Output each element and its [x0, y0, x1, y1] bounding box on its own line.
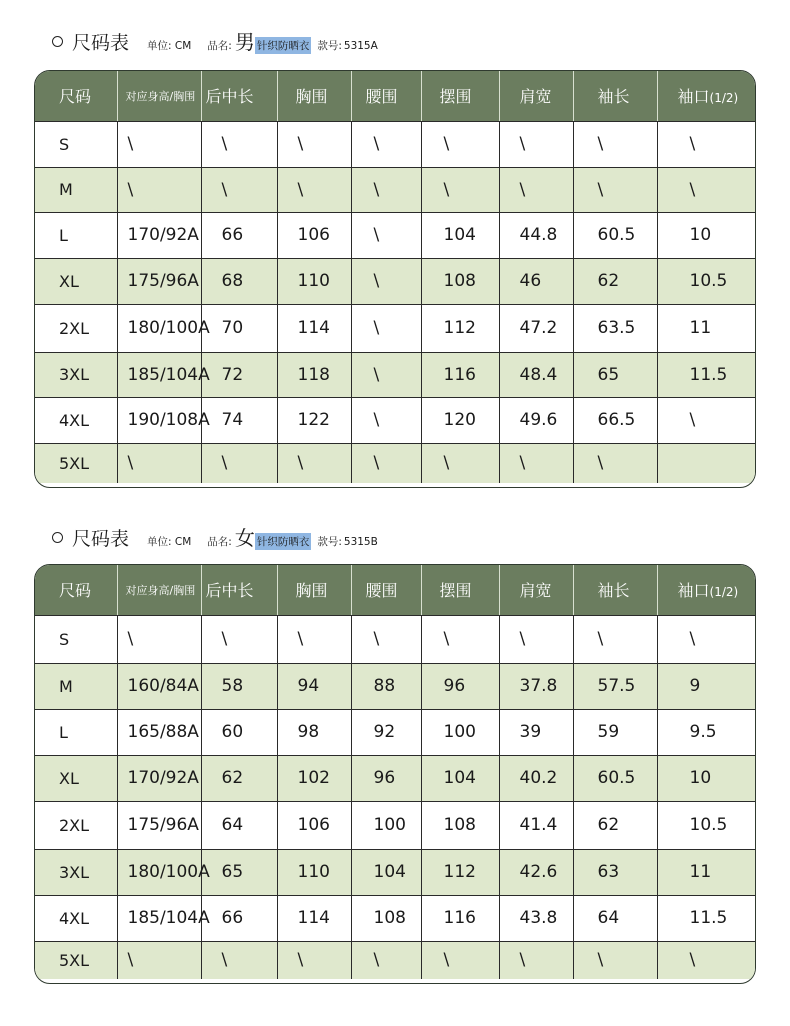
- header-cuff-half: (1/2): [709, 585, 739, 600]
- men-gender: 男: [234, 30, 255, 54]
- cell-hem: 104: [421, 755, 499, 801]
- cell-back-length: 66: [201, 895, 277, 941]
- table-row: [35, 941, 755, 979]
- cell-height-chest: 165/88A: [117, 709, 201, 755]
- cell-height-chest: 190/108A: [117, 397, 201, 443]
- cell-waist: \: [351, 121, 421, 167]
- men-unit: 单位: CM: [147, 40, 192, 52]
- cell-cuff: \: [657, 615, 755, 663]
- cell-shoulder: \: [499, 167, 573, 212]
- table-row: [35, 801, 755, 849]
- cell-hem: 112: [421, 304, 499, 352]
- cell-waist: \: [351, 212, 421, 258]
- cell-sleeve: \: [573, 941, 657, 979]
- header-chest: 胸围: [277, 71, 351, 121]
- cell-cuff: 11.5: [657, 895, 755, 941]
- cell-chest: 110: [277, 258, 351, 304]
- cell-back-length: \: [201, 615, 277, 663]
- table-row: [35, 755, 755, 801]
- cell-chest: \: [277, 941, 351, 979]
- cell-waist: \: [351, 397, 421, 443]
- cell-cuff: 10: [657, 212, 755, 258]
- header-hem: 摆围: [421, 71, 499, 121]
- cell-waist: 88: [351, 663, 421, 709]
- cell-back-length: 64: [201, 801, 277, 849]
- header-sleeve: 袖长: [573, 71, 657, 121]
- cell-back-length: \: [201, 443, 277, 483]
- cell-size: M: [35, 663, 117, 709]
- cell-back-length: 62: [201, 755, 277, 801]
- header-shoulder: 肩宽: [499, 565, 573, 615]
- cell-chest: \: [277, 167, 351, 212]
- table-row: [35, 615, 755, 663]
- cell-height-chest: 180/100A: [117, 849, 201, 895]
- cell-hem: 104: [421, 212, 499, 258]
- cell-waist: \: [351, 258, 421, 304]
- cell-chest: 114: [277, 304, 351, 352]
- cell-cuff: 11.5: [657, 352, 755, 397]
- men-name-label: 品名:: [207, 40, 232, 52]
- cell-waist: \: [351, 443, 421, 483]
- cell-chest: 122: [277, 397, 351, 443]
- cell-sleeve: 66.5: [573, 397, 657, 443]
- cell-sleeve: \: [573, 121, 657, 167]
- cell-waist: \: [351, 304, 421, 352]
- cell-back-length: 58: [201, 663, 277, 709]
- men-title-line: [52, 26, 394, 54]
- men-style-label: 款号:: [317, 40, 342, 52]
- men-header-row: [35, 71, 755, 121]
- cell-height-chest: 185/104A: [117, 352, 201, 397]
- women-style-label: 款号:: [317, 536, 342, 548]
- cell-shoulder: 43.8: [499, 895, 573, 941]
- cell-chest: \: [277, 443, 351, 483]
- cell-cuff: \: [657, 121, 755, 167]
- cell-waist: 92: [351, 709, 421, 755]
- cell-hem: 100: [421, 709, 499, 755]
- women-gender: 女: [234, 526, 255, 550]
- cell-waist: 104: [351, 849, 421, 895]
- cell-cuff: [657, 443, 755, 483]
- cell-hem: \: [421, 167, 499, 212]
- cell-hem: 116: [421, 895, 499, 941]
- cell-sleeve: 60.5: [573, 212, 657, 258]
- men-size-table: [34, 70, 756, 488]
- cell-size: XL: [35, 755, 117, 801]
- cell-sleeve: 63.5: [573, 304, 657, 352]
- men-style-no: 5315A: [343, 40, 378, 52]
- cell-size: 4XL: [35, 397, 117, 443]
- table-row: [35, 167, 755, 212]
- cell-sleeve: 64: [573, 895, 657, 941]
- cell-size: S: [35, 121, 117, 167]
- cell-chest: 106: [277, 801, 351, 849]
- header-waist: 腰围: [351, 71, 421, 121]
- cell-size: 4XL: [35, 895, 117, 941]
- cell-back-length: \: [201, 121, 277, 167]
- cell-shoulder: \: [499, 121, 573, 167]
- cell-size: L: [35, 212, 117, 258]
- table-row: [35, 121, 755, 167]
- cell-waist: \: [351, 615, 421, 663]
- cell-chest: 102: [277, 755, 351, 801]
- header-cuff: [657, 71, 755, 121]
- cell-shoulder: 44.8: [499, 212, 573, 258]
- header-cuff-label: 袖口: [677, 581, 710, 601]
- cell-shoulder: \: [499, 615, 573, 663]
- cell-height-chest: 160/84A: [117, 663, 201, 709]
- cell-chest: 114: [277, 895, 351, 941]
- cell-size: 3XL: [35, 352, 117, 397]
- women-name-label: 品名:: [207, 536, 232, 548]
- cell-cuff: 11: [657, 849, 755, 895]
- table-row: [35, 304, 755, 352]
- cell-shoulder: 37.8: [499, 663, 573, 709]
- cell-back-length: \: [201, 941, 277, 979]
- cell-hem: 108: [421, 258, 499, 304]
- cell-size: 2XL: [35, 801, 117, 849]
- cell-hem: \: [421, 443, 499, 483]
- women-style-no: 5315B: [343, 536, 378, 548]
- cell-back-length: 68: [201, 258, 277, 304]
- cell-shoulder: \: [499, 443, 573, 483]
- header-sleeve: 袖长: [573, 565, 657, 615]
- cell-hem: 112: [421, 849, 499, 895]
- men-product: 针织防晒衣: [255, 37, 312, 54]
- cell-height-chest: 185/104A: [117, 895, 201, 941]
- women-product: 针织防晒衣: [255, 533, 312, 550]
- men-title: 尺码表: [72, 32, 130, 54]
- cell-sleeve: 60.5: [573, 755, 657, 801]
- women-title: 尺码表: [72, 528, 130, 550]
- cell-shoulder: \: [499, 941, 573, 979]
- header-hem: 摆围: [421, 565, 499, 615]
- header-waist: 腰围: [351, 565, 421, 615]
- women-unit: 单位: CM: [147, 536, 192, 548]
- cell-cuff: 9: [657, 663, 755, 709]
- cell-cuff: 10: [657, 755, 755, 801]
- cell-size: 2XL: [35, 304, 117, 352]
- table-row: [35, 895, 755, 941]
- table-row: [35, 663, 755, 709]
- cell-height-chest: 180/100A: [117, 304, 201, 352]
- cell-cuff: \: [657, 941, 755, 979]
- cell-cuff: \: [657, 167, 755, 212]
- cell-waist: \: [351, 352, 421, 397]
- cell-sleeve: \: [573, 615, 657, 663]
- cell-hem: \: [421, 941, 499, 979]
- cell-height-chest: \: [117, 167, 201, 212]
- table-row: [35, 397, 755, 443]
- cell-cuff: 10.5: [657, 258, 755, 304]
- cell-waist: \: [351, 167, 421, 212]
- header-height-chest: 对应身高/胸围: [117, 565, 201, 615]
- table-row: [35, 849, 755, 895]
- header-size: 尺码: [35, 71, 117, 121]
- cell-sleeve: 65: [573, 352, 657, 397]
- cell-shoulder: 41.4: [499, 801, 573, 849]
- women-size-table: [34, 564, 756, 984]
- cell-hem: 116: [421, 352, 499, 397]
- cell-height-chest: \: [117, 615, 201, 663]
- cell-height-chest: \: [117, 443, 201, 483]
- cell-size: XL: [35, 258, 117, 304]
- header-back-length: 后中长: [201, 71, 277, 121]
- cell-sleeve: \: [573, 443, 657, 483]
- header-back-length: 后中长: [201, 565, 277, 615]
- cell-chest: 98: [277, 709, 351, 755]
- cell-chest: 110: [277, 849, 351, 895]
- cell-chest: \: [277, 121, 351, 167]
- cell-back-length: 60: [201, 709, 277, 755]
- cell-waist: 96: [351, 755, 421, 801]
- cell-cuff: 11: [657, 304, 755, 352]
- cell-sleeve: 62: [573, 258, 657, 304]
- table-row: [35, 258, 755, 304]
- header-height-chest: 对应身高/胸围: [117, 71, 201, 121]
- women-header-row: [35, 565, 755, 615]
- cell-shoulder: 40.2: [499, 755, 573, 801]
- header-size: 尺码: [35, 565, 117, 615]
- cell-size: 5XL: [35, 941, 117, 979]
- cell-shoulder: 48.4: [499, 352, 573, 397]
- cell-hem: 120: [421, 397, 499, 443]
- header-shoulder: 肩宽: [499, 71, 573, 121]
- cell-hem: \: [421, 615, 499, 663]
- cell-shoulder: 46: [499, 258, 573, 304]
- women-title-line: [52, 522, 394, 550]
- cell-back-length: 65: [201, 849, 277, 895]
- cell-hem: \: [421, 121, 499, 167]
- cell-shoulder: 49.6: [499, 397, 573, 443]
- header-cuff: [657, 565, 755, 615]
- cell-size: M: [35, 167, 117, 212]
- cell-size: 5XL: [35, 443, 117, 483]
- cell-cuff: \: [657, 397, 755, 443]
- cell-sleeve: 63: [573, 849, 657, 895]
- cell-waist: 108: [351, 895, 421, 941]
- cell-waist: \: [351, 941, 421, 979]
- header-cuff-label: 袖口: [677, 87, 710, 107]
- cell-chest: \: [277, 615, 351, 663]
- table-row: [35, 709, 755, 755]
- cell-waist: 100: [351, 801, 421, 849]
- cell-chest: 106: [277, 212, 351, 258]
- cell-height-chest: \: [117, 121, 201, 167]
- header-chest: 胸围: [277, 565, 351, 615]
- cell-height-chest: 170/92A: [117, 212, 201, 258]
- cell-height-chest: 175/96A: [117, 801, 201, 849]
- cell-height-chest: 175/96A: [117, 258, 201, 304]
- cell-size: 3XL: [35, 849, 117, 895]
- cell-shoulder: 39: [499, 709, 573, 755]
- circle-bullet-icon: [52, 532, 63, 543]
- cell-height-chest: \: [117, 941, 201, 979]
- cell-chest: 94: [277, 663, 351, 709]
- cell-cuff: 9.5: [657, 709, 755, 755]
- cell-back-length: 66: [201, 212, 277, 258]
- table-row: [35, 352, 755, 397]
- cell-sleeve: \: [573, 167, 657, 212]
- cell-back-length: 70: [201, 304, 277, 352]
- cell-hem: 96: [421, 663, 499, 709]
- cell-sleeve: 59: [573, 709, 657, 755]
- cell-back-length: \: [201, 167, 277, 212]
- cell-sleeve: 57.5: [573, 663, 657, 709]
- circle-bullet-icon: [52, 36, 63, 47]
- cell-size: L: [35, 709, 117, 755]
- cell-size: S: [35, 615, 117, 663]
- cell-shoulder: 47.2: [499, 304, 573, 352]
- header-cuff-half: (1/2): [709, 91, 739, 106]
- cell-hem: 108: [421, 801, 499, 849]
- table-row: [35, 443, 755, 483]
- cell-cuff: 10.5: [657, 801, 755, 849]
- cell-chest: 118: [277, 352, 351, 397]
- cell-shoulder: 42.6: [499, 849, 573, 895]
- cell-height-chest: 170/92A: [117, 755, 201, 801]
- table-row: [35, 212, 755, 258]
- cell-back-length: 72: [201, 352, 277, 397]
- cell-back-length: 74: [201, 397, 277, 443]
- cell-sleeve: 62: [573, 801, 657, 849]
